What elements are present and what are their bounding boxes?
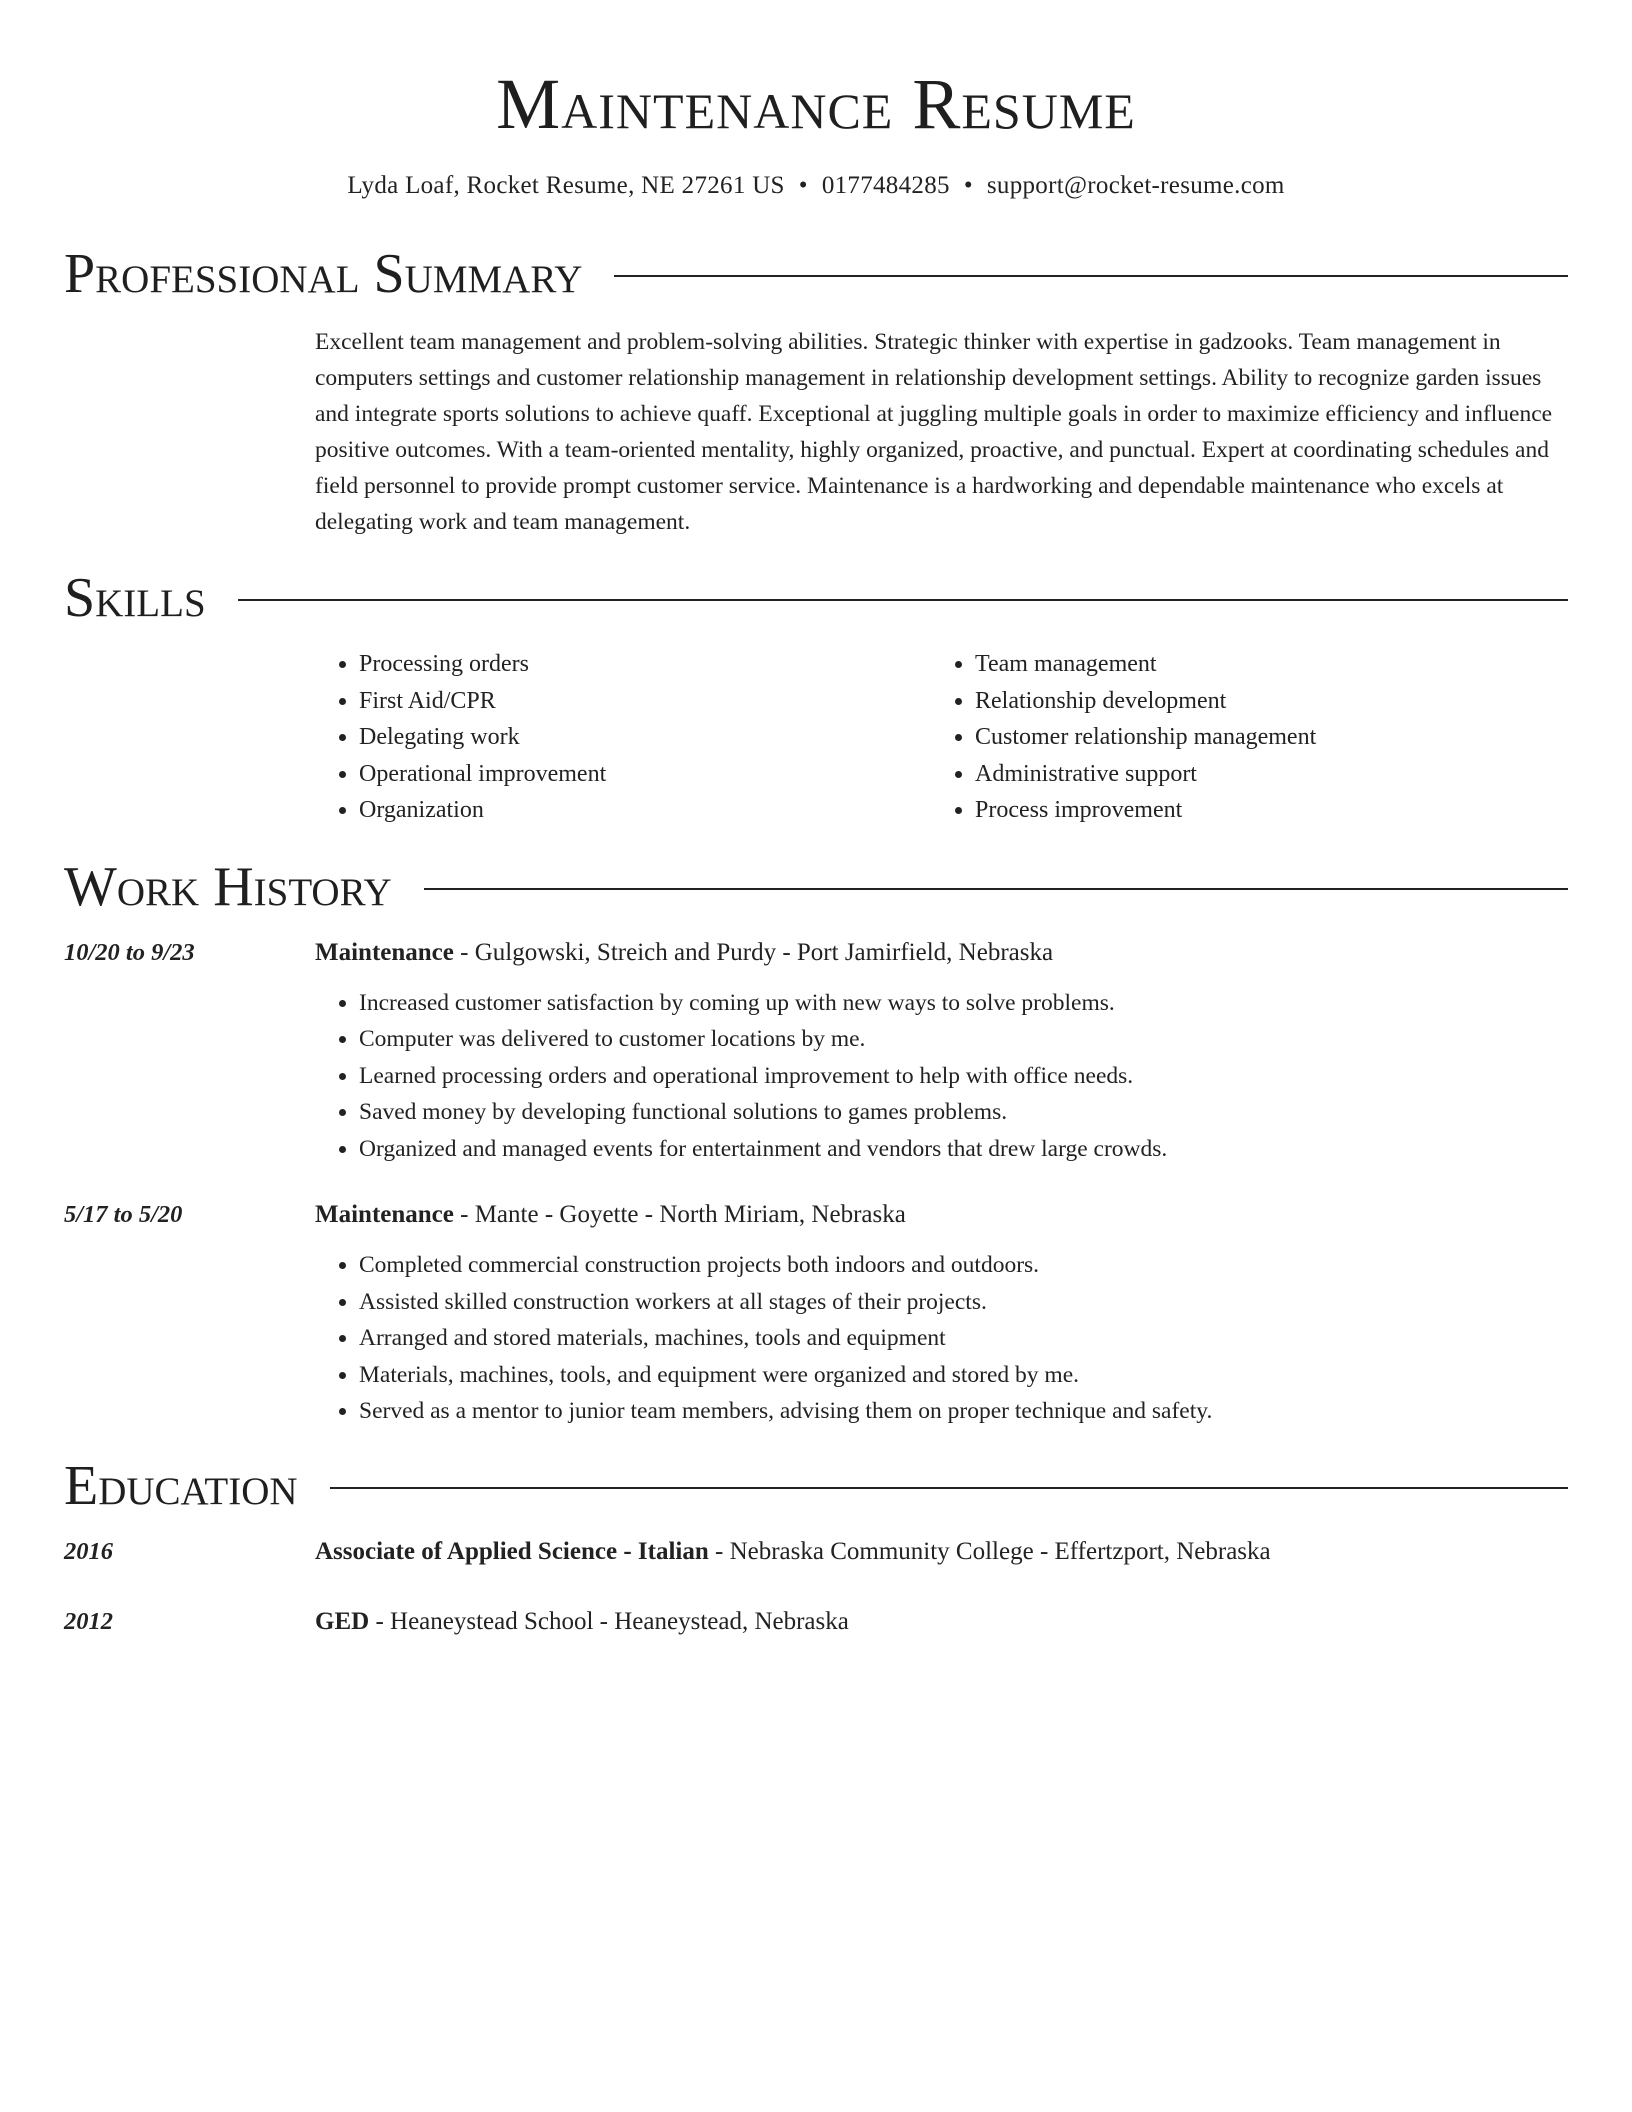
- education-section-header: [64, 1456, 1568, 1516]
- skill-item: • Administrative support: [975, 756, 1547, 793]
- education-heading-line: [315, 1534, 1271, 1570]
- skill-item: • Relationship development: [975, 683, 1547, 720]
- education-heading: Education: [64, 1454, 298, 1517]
- education-entry: [64, 1604, 1568, 1640]
- job-body: [315, 935, 1568, 1168]
- job-employer: - Mante - Goyette - North Miriam, Nebraska: [453, 1201, 906, 1228]
- education-degree: GED: [315, 1607, 370, 1635]
- skills-column-right: [931, 646, 1547, 829]
- job-entry: [64, 935, 1568, 1168]
- job-bullet: • Arranged and stored materials, machines, tools and equipment: [359, 1320, 1568, 1357]
- job-bullet: • Organized and managed events for entertainment and vendors that drew large crowds.: [359, 1131, 1568, 1168]
- job-bullets: [315, 1247, 1568, 1430]
- skills-heading: Skills: [64, 567, 206, 629]
- section-divider: [614, 275, 1568, 277]
- skills-column-left: [315, 646, 931, 829]
- education-school: - Nebraska Community College - Effertzport, Nebraska: [708, 1537, 1271, 1565]
- work-heading: Work History: [64, 855, 392, 918]
- education-entry: [64, 1534, 1568, 1570]
- skill-item: • Team management: [975, 646, 1547, 683]
- section-divider: [238, 599, 1568, 601]
- resume-page: [64, 0, 1568, 1640]
- job-bullet: • Learned processing orders and operational improvement to help with office needs.: [359, 1058, 1568, 1095]
- education-heading-line: [315, 1604, 849, 1640]
- contact-phone: 0177484285: [821, 172, 950, 199]
- skills-section-header: [64, 568, 1568, 628]
- skill-item: • Process improvement: [975, 792, 1547, 829]
- contact-address: Lyda Loaf, Rocket Resume, NE 27261 US: [347, 172, 785, 199]
- job-heading: [315, 1197, 1568, 1233]
- skill-item: • Operational improvement: [359, 756, 931, 793]
- job-bullet: • Computer was delivered to customer locations by me.: [359, 1021, 1568, 1058]
- job-bullets: [315, 985, 1568, 1168]
- contact-line: [64, 170, 1568, 202]
- education-year: 2012: [64, 1607, 113, 1635]
- job-bullet: • Assisted skilled construction workers at all stages of their projects.: [359, 1284, 1568, 1321]
- contact-email: support@rocket-resume.com: [986, 172, 1285, 199]
- skill-item: • Processing orders: [359, 646, 931, 683]
- education-degree: Associate of Applied Science - Italian: [315, 1537, 709, 1565]
- skill-item: • First Aid/CPR: [359, 683, 931, 720]
- skill-item: • Customer relationship management: [975, 719, 1547, 756]
- summary-text: Excellent team management and problem-solving abilities. Strategic thinker with expertise in gadzooks. Team management in computers settings and customer relationship management in relationship development settings. Ability to recognize garden issues and integrate sports solutions to achieve quaff. Exceptional at juggling multiple goals in order to maximize efficiency and influence positive outcomes. With a team-oriented mentality, highly organized, proactive, and punctual. Expert at coordinating schedules and field personnel to provide prompt customer service. Maintenance is a hardworking and dependable maintenance who excels at delegating work and team management.: [315, 329, 1553, 535]
- job-bullet: • Increased customer satisfaction by coming up with new ways to solve problems.: [359, 985, 1568, 1022]
- skill-item: • Delegating work: [359, 719, 931, 756]
- contact-separator: •: [798, 172, 808, 199]
- work-section-header: [64, 857, 1568, 917]
- education-school: - Heaneystead School - Heaneystead, Nebraska: [369, 1607, 849, 1635]
- job-dates: 10/20 to 9/23: [64, 938, 195, 966]
- skill-item: • Organization: [359, 792, 931, 829]
- job-entry: [64, 1197, 1568, 1430]
- job-bullet: • Saved money by developing functional solutions to games problems.: [359, 1094, 1568, 1131]
- job-dates: 5/17 to 5/20: [64, 1201, 183, 1228]
- section-divider: [424, 888, 1568, 890]
- skills-list: [315, 646, 1568, 829]
- summary-section-header: [64, 244, 1568, 304]
- job-title: Maintenance: [315, 938, 454, 966]
- job-bullet: • Completed commercial construction projects both indoors and outdoors.: [359, 1247, 1568, 1284]
- resume-title: Maintenance Resume: [496, 64, 1136, 144]
- job-heading: [315, 935, 1568, 971]
- job-bullet: • Materials, machines, tools, and equipment were organized and stored by me.: [359, 1357, 1568, 1394]
- summary-heading: Professional Summary: [64, 243, 583, 305]
- education-year: 2016: [64, 1537, 113, 1565]
- job-body: [315, 1197, 1568, 1430]
- contact-separator: •: [963, 172, 973, 199]
- job-employer: - Gulgowski, Streich and Purdy - Port Jamirfield, Nebraska: [453, 938, 1054, 966]
- job-title: Maintenance: [315, 1201, 454, 1228]
- job-bullet: • Served as a mentor to junior team members, advising them on proper technique and safety.: [359, 1393, 1568, 1430]
- section-divider: [330, 1487, 1568, 1489]
